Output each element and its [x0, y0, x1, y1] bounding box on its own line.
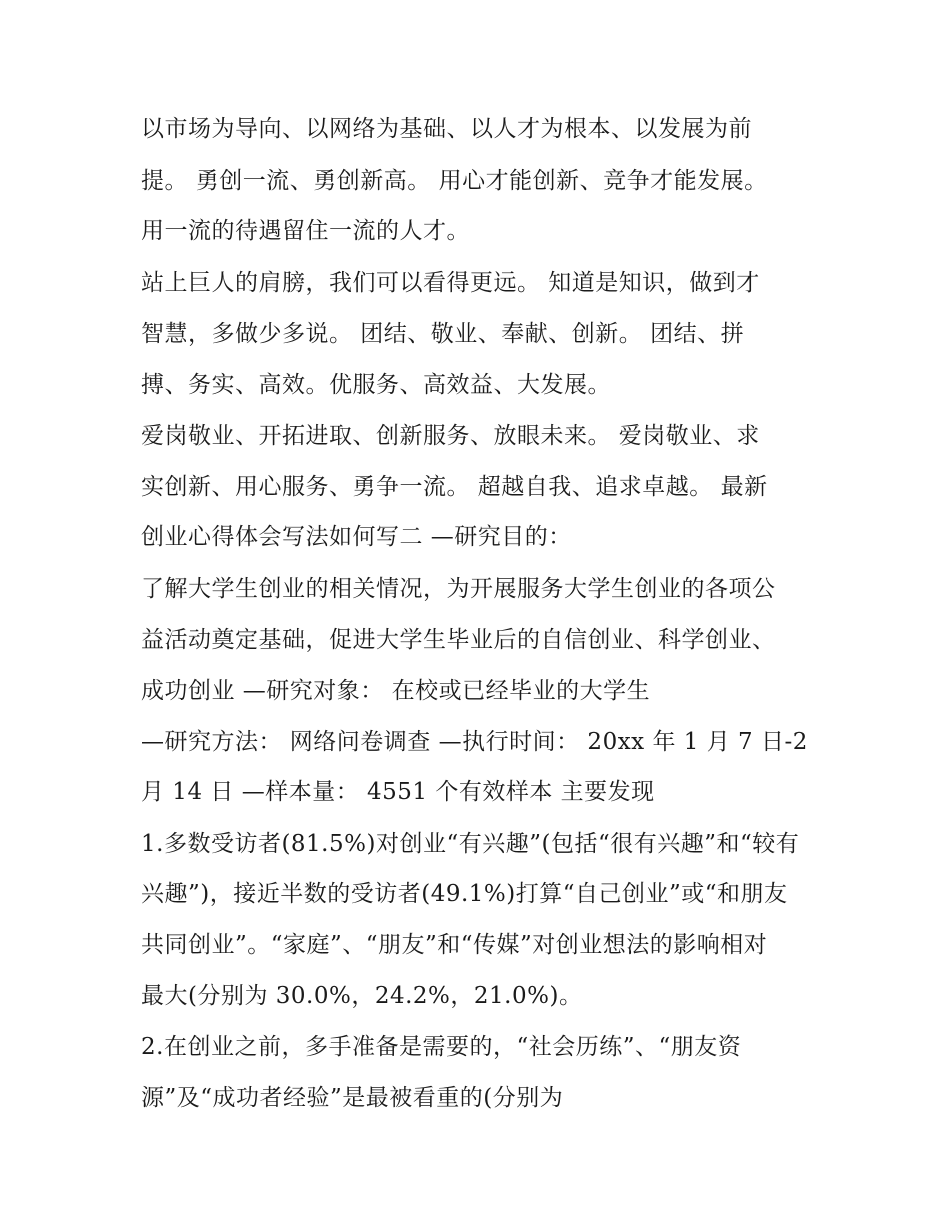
finding-item: 1.多数受访者(81.5%)对创业“有兴趣”(包括“很有兴趣”和“较有 — [141, 831, 800, 857]
text-line: 智慧，多做少多说。 团结、敬业、奉献、创新。 团结、拼 — [141, 321, 745, 347]
text-line: 源”及“成功者经验”是最被看重的(分别为 — [141, 1085, 564, 1111]
text-line: 搏、务实、高效。优服务、高效益、大发展。 — [141, 372, 611, 398]
text-line: 益活动奠定基础，促进大学生毕业后的自信创业、科学创业、 — [141, 627, 776, 653]
finding-item: 2.在创业之前，多手准备是需要的，“社会历练”、“朋友资 — [141, 1034, 742, 1060]
text-line: 爱岗敬业、开拓进取、创新服务、放眼未来。 爱岗敬业、求 — [141, 423, 760, 449]
section-heading: 创业心得体会写法如何写二 —研究目的： — [141, 524, 572, 550]
text-line: 最大(分别为 30.0%，24.2%，21.0%)。 — [141, 983, 583, 1009]
text-line: 了解大学生创业的相关情况，为开展服务大学生创业的各项公 — [141, 576, 776, 602]
text-line: 实创新、用心服务、勇争一流。 超越自我、追求卓越。 最新 — [141, 474, 768, 500]
text-line: 用一流的待遇留住一流的人才。 — [141, 218, 470, 244]
text-line: 站上巨人的肩膀，我们可以看得更远。 知道是知识，做到才 — [141, 270, 760, 296]
text-line: 兴趣”)，接近半数的受访者(49.1%)打算“自己创业”或“和朋友 — [141, 881, 788, 907]
text-line: 成功创业 —研究对象： 在校或已经毕业的大学生 — [141, 678, 651, 704]
text-line: —研究方法： 网络问卷调查 —执行时间： 20xx 年 1 月 7 日-2 — [141, 729, 808, 755]
text-line: 提。 勇创一流、勇创新高。 用心才能创新、竞争才能发展。 — [141, 168, 768, 194]
text-line: 月 14 日 —样本量： 4551 个有效样本 主要发现 — [141, 779, 655, 805]
text-line: 以市场为导向、以网络为基础、以人才为根本、以发展为前 — [141, 116, 752, 142]
text-line: 共同创业”。“家庭”、“朋友”和“传媒”对创业想法的影响相对 — [141, 932, 768, 958]
